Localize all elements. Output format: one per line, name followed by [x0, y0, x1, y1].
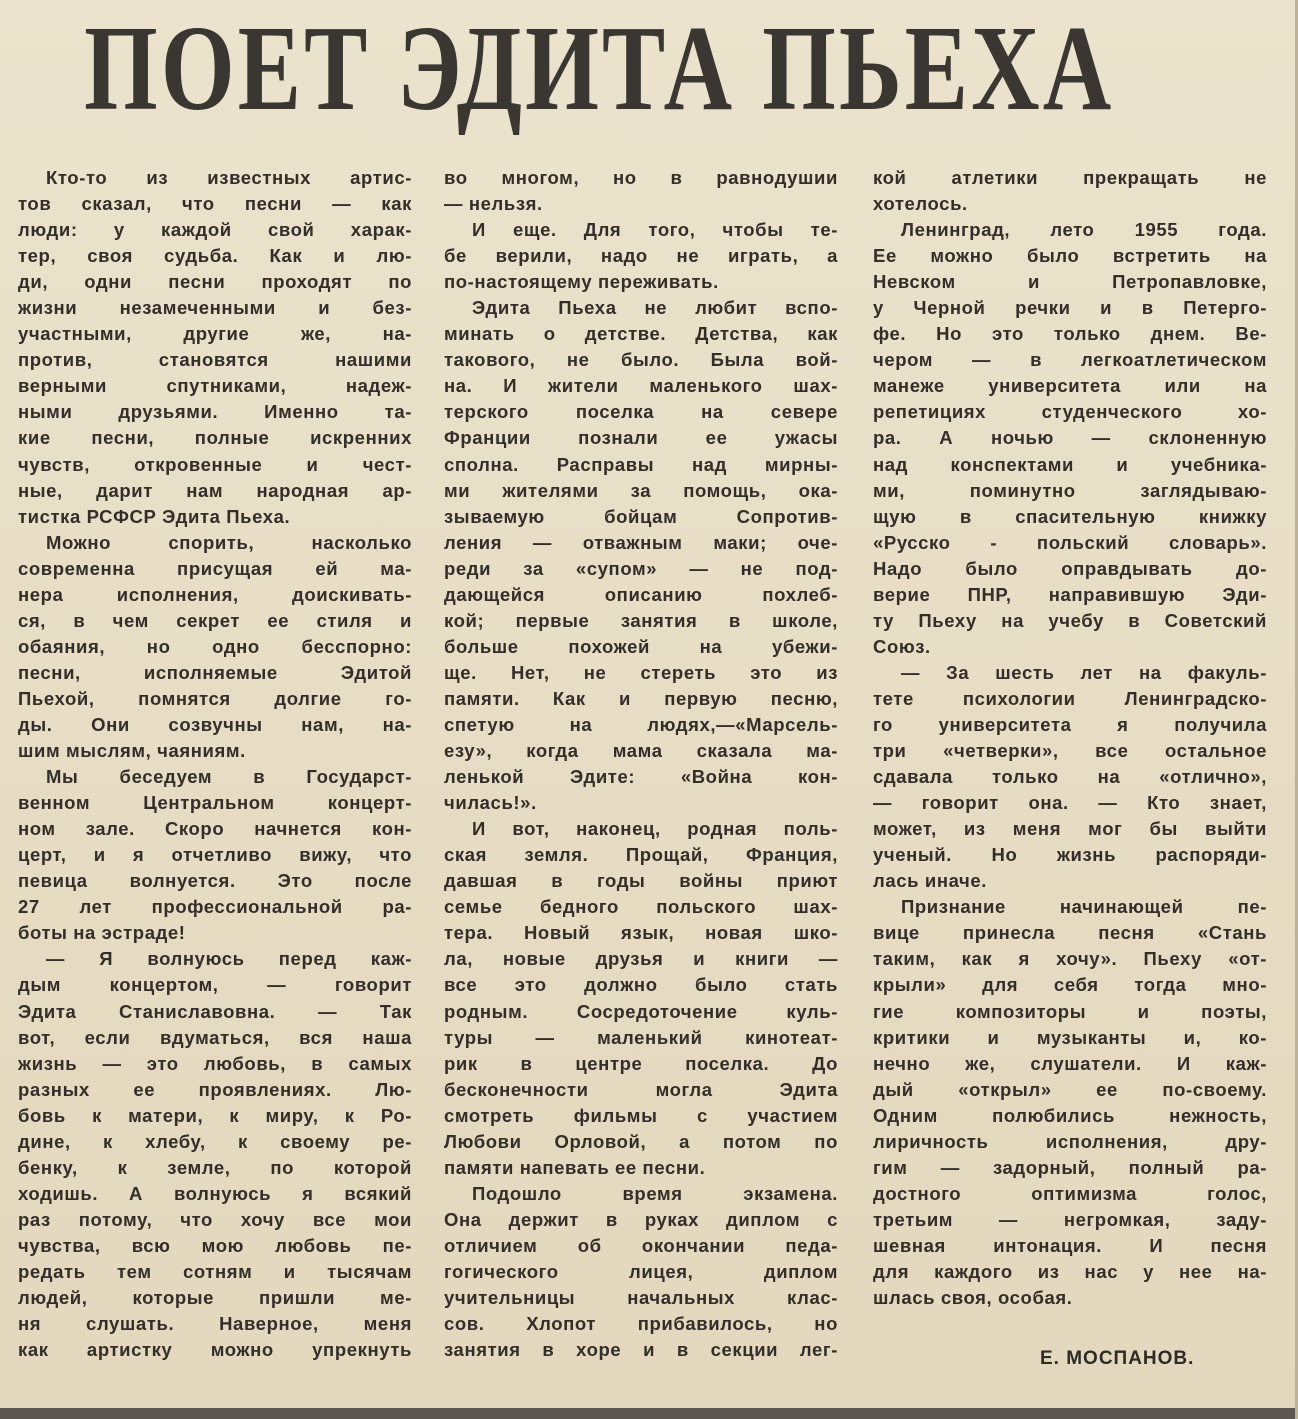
text-line: кой; первые занятия в школе, — [444, 609, 838, 631]
paragraph — [444, 165, 838, 217]
text-line: гогического лицея, диплом — [444, 1260, 838, 1282]
text-line: И еще. Для того, чтобы те- — [472, 219, 838, 241]
paragraph — [18, 165, 412, 530]
text-line: тера. Новый язык, новая шко- — [444, 922, 838, 944]
text-line: певица волнуется. Это после — [18, 870, 412, 892]
text-line: тов сказал, что песни — как — [18, 193, 412, 215]
text-line: во многом, но в равнодушии — [444, 167, 838, 188]
text-line: давшая в годы войны приют — [444, 870, 838, 892]
text-line: ла, новые друзья и книги — — [444, 948, 838, 970]
text-line: ми жителями за помощь, ока- — [444, 479, 838, 501]
text-line: Можно спорить, насколько — [46, 531, 412, 553]
text-line: рик в центре поселка. До — [444, 1052, 838, 1074]
text-line: Эдита Станиславовна. — Так — [18, 1000, 412, 1022]
text-line: сполна. Расправы над мирны- — [444, 453, 838, 475]
text-line: терского поселка на севере — [444, 401, 838, 423]
text-line: венном Центральном концерт- — [18, 792, 412, 814]
text-line: Союз. — [873, 635, 931, 657]
text-line: ными друзьями. Именно та- — [18, 401, 412, 423]
text-line: лиричность исполнения, дру- — [873, 1130, 1267, 1152]
text-line: ся, в чем секрет ее стиля и — [18, 609, 412, 631]
text-line: дым концертом, — говорит — [18, 974, 412, 996]
text-line: Надо было оправдывать до- — [873, 557, 1267, 579]
text-line: ту Пьеху на учебу в Советский — [873, 609, 1267, 631]
text-line: Эдита Пьеха не любит вспо- — [472, 297, 838, 319]
text-line: бенку, к земле, по которой — [18, 1156, 412, 1178]
text-line: ления — отважным маки; оче- — [444, 531, 838, 553]
paragraph — [873, 660, 1267, 894]
text-line: редать тем сотням и тысячам — [18, 1260, 412, 1282]
text-line: ученый. Но жизнь распоряди- — [873, 844, 1267, 866]
text-line: сдавала только на «отлично», — [873, 766, 1267, 788]
text-line: против, становятся нашими — [18, 349, 412, 371]
text-line: ра. А ночью — склоненную — [873, 427, 1267, 449]
text-line: церт, и я отчетливо вижу, что — [18, 844, 412, 866]
text-line: чером — в легкоатлетическом — [873, 349, 1267, 371]
headline-text: ПОЕТ ЭДИТА ПЬЕХА — [84, 1, 1115, 136]
text-line: кой атлетики прекращать не — [873, 167, 1267, 188]
text-line: манеже университета или на — [873, 375, 1267, 397]
text-line: ская земля. Прощай, Франция, — [444, 844, 838, 866]
text-line: ном зале. Скоро начнется кон- — [18, 818, 412, 840]
text-line: вот, если вдуматься, вся наша — [18, 1026, 412, 1048]
page-edge-strip — [0, 1408, 1298, 1419]
text-line: смотреть фильмы с участием — [444, 1104, 838, 1126]
article-column-1 — [18, 165, 412, 1363]
text-line: сов. Хлопот прибавилось, но — [444, 1313, 838, 1335]
text-line: дине, к хлебу, к своему ре- — [18, 1130, 412, 1152]
text-line: как артистку можно упрекнуть — [18, 1339, 412, 1361]
text-line: зываемую бойцам Сопротив- — [444, 505, 838, 527]
text-line: бесконечности могла Эдита — [444, 1078, 838, 1100]
text-line: гим — задорный, полный ра- — [873, 1156, 1267, 1178]
text-line: обаяния, но одно бесспорно: — [18, 635, 412, 657]
text-line: репетициях студенческого хо- — [873, 401, 1267, 423]
text-line: хотелось. — [873, 193, 968, 215]
text-line: тер, своя судьба. Как и лю- — [18, 245, 412, 267]
text-line: разных ее проявлениях. Лю- — [18, 1078, 412, 1100]
text-line: участными, другие же, на- — [18, 323, 412, 345]
text-line: отличием об окончании педа- — [444, 1234, 838, 1256]
text-line: семье бедного польского шах- — [444, 896, 838, 918]
text-line: над конспектами и учебника- — [873, 453, 1267, 475]
paragraph — [444, 1181, 838, 1363]
text-line: может, из меня мог бы выйти — [873, 818, 1267, 840]
text-line: жизнь — это любовь, в самых — [18, 1052, 412, 1074]
text-line: крыли» для себя тогда мно- — [873, 974, 1267, 996]
text-line: Признание начинающей пе- — [901, 896, 1267, 918]
text-line: для каждого из нас у нее на- — [873, 1260, 1267, 1282]
paragraph — [18, 530, 412, 764]
text-line: го университета я получила — [873, 713, 1267, 735]
text-line: лась иначе. — [873, 870, 987, 892]
text-line: все это должно было стать — [444, 974, 838, 996]
paragraph — [444, 217, 838, 295]
text-line: Кто-то из известных артис- — [46, 167, 412, 188]
text-line: такового, не было. Была вой- — [444, 349, 838, 371]
text-line: «Русско - польский словарь». — [873, 531, 1267, 553]
text-line: — говорит она. — Кто знает, — [873, 792, 1267, 814]
article-column-3 — [873, 165, 1267, 1311]
text-line: ми, поминутно заглядываю- — [873, 479, 1267, 501]
text-line: щую в спасительную книжку — [873, 505, 1267, 527]
text-line: спетую на людях,—«Марсель- — [444, 713, 838, 735]
text-line: Ленинград, лето 1955 года. — [901, 219, 1267, 241]
text-line: бовь к матери, к миру, к Ро- — [18, 1104, 412, 1126]
text-line: Ее можно было встретить на — [873, 245, 1267, 267]
text-line: нечно же, слушатели. И каж- — [873, 1052, 1267, 1074]
text-line: ня слушать. Наверное, меня — [18, 1313, 412, 1335]
paragraph — [873, 894, 1267, 1311]
text-line: памяти. Как и первую песню, — [444, 687, 838, 709]
text-line: фе. Но это только днем. Ве- — [873, 323, 1267, 345]
text-line: третьим — негромкая, заду- — [873, 1208, 1267, 1230]
text-line: — нельзя. — [444, 193, 543, 215]
paragraph — [444, 816, 838, 1181]
text-line: критики и музыканты и, ко- — [873, 1026, 1267, 1048]
text-line: чилась!». — [444, 792, 537, 814]
text-line: Любови Орловой, а потом по — [444, 1130, 838, 1152]
text-line: Невском и Петропавловке, — [873, 271, 1267, 293]
text-line: достного оптимизма голос, — [873, 1182, 1267, 1204]
text-line: тистка РСФСР Эдита Пьеха. — [18, 505, 291, 527]
text-line: вице принесла песня «Стань — [873, 922, 1267, 944]
text-line: езу», когда мама сказала ма- — [444, 740, 838, 762]
paragraph — [873, 165, 1267, 217]
text-line: люди: у каждой свой харак- — [18, 219, 412, 241]
text-line: шлась своя, особая. — [873, 1287, 1073, 1309]
text-line: дающейся описанию похлеб- — [444, 583, 838, 605]
text-line: у Черной речки и в Петерго- — [873, 297, 1267, 319]
article-column-2 — [444, 165, 838, 1363]
text-line: ди, одни песни проходят по — [18, 271, 412, 293]
text-line: современна присущая ей ма- — [18, 557, 412, 579]
paragraph — [18, 946, 412, 1363]
text-line: шим мыслям, чаяниям. — [18, 740, 246, 762]
text-line: Франции познали ее ужасы — [444, 427, 838, 449]
text-line: верными спутниками, надеж- — [18, 375, 412, 397]
text-line: — За шесть лет на факуль- — [901, 661, 1267, 683]
text-line: — Я волнуюсь перед каж- — [46, 948, 412, 970]
text-line: шевная интонация. И песня — [873, 1234, 1267, 1256]
text-line: боты на эстраде! — [18, 922, 186, 944]
text-line: ные, дарит нам народная ар- — [18, 479, 412, 501]
text-line: Мы беседуем в Государст- — [46, 766, 412, 788]
text-line: тете психологии Ленинградско- — [873, 687, 1267, 709]
paragraph — [873, 217, 1267, 660]
text-line: учительницы начальных клас- — [444, 1287, 838, 1309]
text-line: И вот, наконец, родная поль- — [472, 818, 838, 840]
text-line: памяти напевать ее песни. — [444, 1156, 706, 1178]
text-line: нера исполнения, доискивать- — [18, 583, 412, 605]
text-line: ды. Они созвучны нам, на- — [18, 713, 412, 735]
text-line: туры — маленький кинотеат- — [444, 1026, 838, 1048]
text-line: родным. Сосредоточение куль- — [444, 1000, 838, 1022]
text-line: Пьехой, помнятся долгие го- — [18, 687, 412, 709]
text-line: верие ПНР, направившую Эди- — [873, 583, 1267, 605]
text-line: таким, как я хочу». Пьеху «от- — [873, 948, 1267, 970]
text-line: ленькой Эдите: «Война кон- — [444, 766, 838, 788]
text-line: три «четверки», все остальное — [873, 740, 1267, 762]
text-line: 27 лет профессиональной ра- — [18, 896, 412, 918]
text-line: ходишь. А волнуюсь я всякий — [18, 1182, 412, 1204]
text-line: на. И жители маленького шах- — [444, 375, 838, 397]
text-line: реди за «супом» — не под- — [444, 557, 838, 579]
text-line: дый «открыл» ее по-своему. — [873, 1078, 1267, 1100]
text-line: занятия в хоре и в секции лег- — [444, 1339, 838, 1361]
text-line: Подошло время экзамена. — [472, 1182, 838, 1204]
text-line: жизни незамеченными и без- — [18, 297, 412, 319]
author-signature: Е. МОСПАНОВ. — [1040, 1348, 1195, 1369]
text-line: гие композиторы и поэты, — [873, 1000, 1267, 1022]
paragraph — [444, 295, 838, 816]
text-line: песни, исполняемые Эдитой — [18, 661, 412, 683]
text-line: людей, которые пришли ме- — [18, 1287, 412, 1309]
text-line: минать о детстве. Детства, как — [444, 323, 838, 345]
text-line: ще. Нет, не стереть это из — [444, 661, 838, 683]
paragraph — [18, 764, 412, 946]
text-line: больше похожей на убежи- — [444, 635, 838, 657]
headline — [84, 1, 1115, 136]
text-line: Одним полюбились нежность, — [873, 1104, 1267, 1126]
text-line: чувств, откровенные и чест- — [18, 453, 412, 475]
text-line: раз потому, что хочу все мои — [18, 1208, 412, 1230]
text-line: Она держит в руках диплом с — [444, 1208, 838, 1230]
text-line: по-настоящему переживать. — [444, 271, 719, 293]
text-line: бе верили, надо не играть, а — [444, 245, 838, 267]
text-line: чувства, всю мою любовь пе- — [18, 1234, 412, 1256]
text-line: кие песни, полные искренних — [18, 427, 412, 449]
